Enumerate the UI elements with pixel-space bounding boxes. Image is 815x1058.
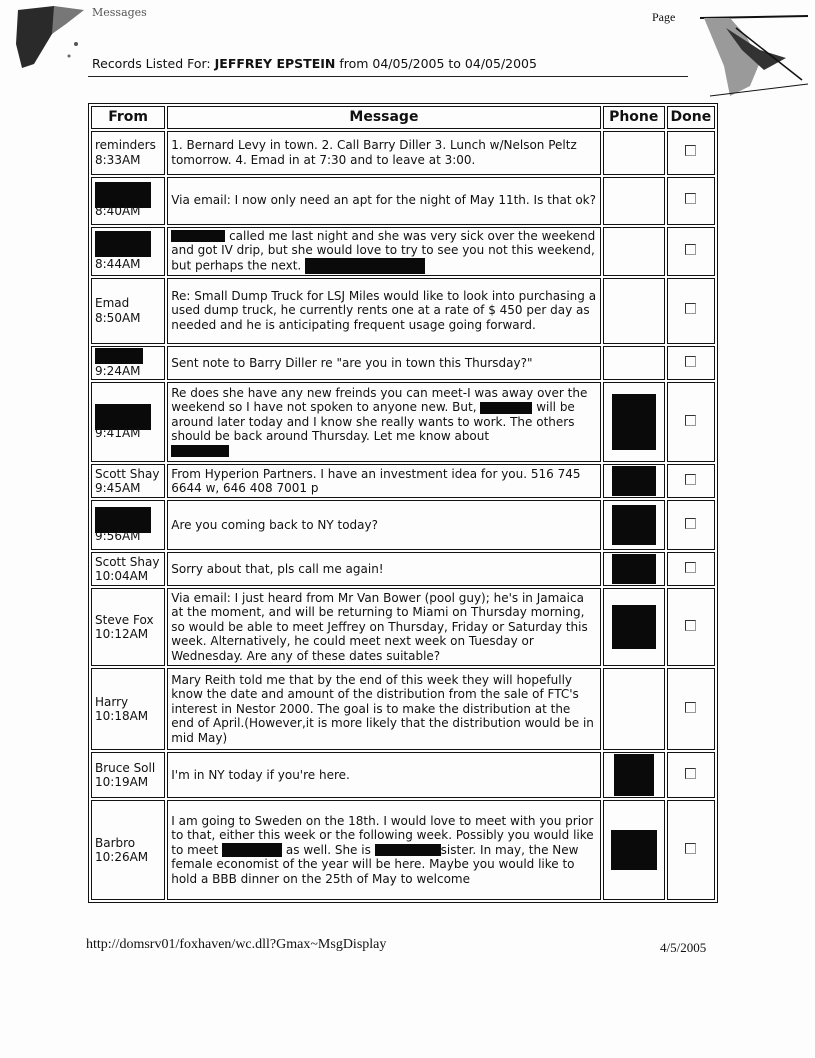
- phone-redaction: [614, 754, 654, 796]
- from-name: Barbro: [95, 835, 136, 850]
- phone-cell: [603, 177, 665, 225]
- footer-url: http://domsrv01/foxhaven/wc.dll?Gmax~MsgDisplay: [86, 937, 387, 952]
- from-cell: [91, 382, 165, 462]
- phone-cell: [603, 346, 665, 381]
- done-checkbox[interactable]: [685, 356, 696, 367]
- phone-cell: [603, 464, 665, 498]
- message-text: called me last night and she was very sick over the weekend and got IV drip, but she would love to try to see you not this weekend, but perhaps the next.: [171, 228, 596, 272]
- message-cell: From Hyperion Partners. I have an investment idea for you. 516 745 6644 w, 646 408 7001 p: [167, 464, 600, 498]
- from-cell: [91, 464, 165, 498]
- message-cell: Sorry about that, pls call me again!: [167, 552, 600, 586]
- table-row: [91, 800, 715, 900]
- message-cell: 1. Bernard Levy in town. 2. Call Barry Diller 3. Lunch w/Nelson Peltz tomorrow. 4. Emad in at 7:30 and to leave at 3:00.: [167, 131, 600, 175]
- records-prefix: Records Listed For:: [92, 56, 215, 71]
- phone-cell: [603, 752, 665, 798]
- phone-cell: [603, 500, 665, 550]
- message-cell: Via email: I now only need an apt for the night of May 11th. Is that ok?: [167, 177, 600, 225]
- column-header-done: Done: [667, 106, 715, 129]
- from-cell: [91, 752, 165, 798]
- redaction-block: [375, 844, 441, 856]
- phone-redaction: [612, 394, 656, 450]
- done-checkbox[interactable]: [685, 244, 696, 255]
- done-checkbox[interactable]: [685, 145, 696, 156]
- phone-cell: [603, 800, 665, 900]
- from-cell: [91, 177, 165, 225]
- table-row: [91, 278, 715, 344]
- done-checkbox[interactable]: [685, 843, 696, 854]
- from-name: Bruce Soll: [95, 760, 156, 775]
- done-checkbox[interactable]: [685, 620, 696, 631]
- done-checkbox[interactable]: [685, 518, 696, 529]
- from-time: 8:44AM: [95, 256, 141, 271]
- records-header: [92, 56, 537, 71]
- table-row: [91, 668, 715, 750]
- done-cell: [667, 464, 715, 498]
- phone-cell: [603, 382, 665, 462]
- done-checkbox[interactable]: [685, 768, 696, 779]
- redaction-block: [171, 445, 229, 457]
- phone-cell: [603, 588, 665, 666]
- phone-redaction: [612, 505, 656, 545]
- from-time: 9:24AM: [95, 363, 141, 378]
- done-cell: [667, 668, 715, 750]
- from-name: Scott Shay: [95, 466, 160, 481]
- from-time: 10:26AM: [95, 850, 149, 864]
- records-name: JEFFREY EPSTEIN: [214, 56, 336, 71]
- done-cell: [667, 346, 715, 381]
- redaction-block: [305, 258, 425, 274]
- done-checkbox[interactable]: [685, 303, 696, 314]
- from-time: 8:40AM: [95, 204, 141, 219]
- message-cell: [167, 800, 600, 900]
- table-row: [91, 752, 715, 798]
- message-cell: Via email: I just heard from Mr Van Bower (pool guy); he's in Jamaica at the moment, and will be returning to Miami on Thursday morning, so would be able to meet Jeffrey on Thursday, Friday or Saturday this week. Alternatively, he could meet next week on Tuesday or Wednesday. Are any of these dates suitable?: [167, 588, 600, 666]
- done-cell: [667, 800, 715, 900]
- message-cell: [167, 382, 600, 462]
- column-header-phone: Phone: [603, 106, 665, 129]
- from-name: Emad: [95, 296, 130, 310]
- from-name: Harry: [95, 694, 129, 709]
- from-cell: [91, 278, 165, 344]
- redaction-block: [95, 231, 151, 257]
- from-cell: [91, 227, 165, 276]
- from-cell: [91, 131, 165, 175]
- message-cell: Re: Small Dump Truck for LSJ Miles would like to look into purchasing a used dump truck, he currently rents one at a rate of $ 450 per day as needed and he is anticipating frequent usage going forward.: [167, 278, 600, 344]
- done-cell: [667, 752, 715, 798]
- message-text: Re does she have any new freinds you can meet-I was away over the weekend so I have not spoken to anyone new. But,: [171, 385, 588, 415]
- redaction-block: [171, 230, 225, 242]
- table-row: [91, 552, 715, 586]
- phone-redaction: [612, 605, 656, 649]
- scan-artifact-corner-right: [690, 6, 810, 102]
- done-checkbox[interactable]: [685, 702, 696, 713]
- scan-artifact-corner-left: [14, 4, 88, 70]
- from-time: 9:41AM: [95, 425, 141, 440]
- from-cell: [91, 800, 165, 900]
- phone-redaction: [611, 830, 657, 870]
- from-cell: [91, 588, 165, 666]
- done-cell: [667, 131, 715, 175]
- done-checkbox[interactable]: [685, 562, 696, 573]
- message-text: will be around later today and I know she really wants to work. The others should be back around Thursday. Let me know about: [171, 400, 575, 444]
- table-row: [91, 131, 715, 175]
- table-row: [91, 177, 715, 225]
- table-row: [91, 588, 715, 666]
- message-cell: Sent note to Barry Diller re "are you in town this Thursday?": [167, 346, 600, 381]
- phone-redaction: [612, 466, 656, 496]
- footer-date: 4/5/2005: [660, 940, 707, 955]
- from-cell: [91, 668, 165, 750]
- from-time: 8:50AM: [95, 310, 141, 325]
- table-row: [91, 464, 715, 498]
- table-header-row: [91, 106, 715, 129]
- page-label: Page: [652, 10, 676, 24]
- done-cell: [667, 382, 715, 462]
- header-divider: [88, 76, 688, 77]
- message-text: I am going to Sweden on the 18th. I would love to meet with you prior to that, either this week or the following week. Possibly you would like to meet: [171, 813, 594, 857]
- message-cell: Are you coming back to NY today?: [167, 500, 600, 550]
- from-cell: [91, 346, 165, 381]
- phone-cell: [603, 131, 665, 175]
- from-time: 10:04AM: [95, 569, 149, 583]
- message-text: sister. In may, the New female economist of the year will be here. Maybe you would like to hold a BBB dinner on the 25th of May to welcome: [171, 842, 579, 886]
- messages-header: Messages: [92, 6, 147, 19]
- message-table-wrapper: [88, 103, 718, 903]
- done-cell: [667, 588, 715, 666]
- message-cell: I'm in NY today if you're here.: [167, 752, 600, 798]
- table-row: [91, 500, 715, 550]
- from-time: 10:18AM: [95, 709, 149, 723]
- done-cell: [667, 177, 715, 225]
- from-cell: [91, 500, 165, 550]
- from-name: Steve Fox: [95, 612, 154, 627]
- redaction-block: [95, 348, 143, 364]
- table-row: [91, 382, 715, 462]
- done-cell: [667, 552, 715, 586]
- from-time: 10:19AM: [95, 775, 149, 789]
- message-cell: Mary Reith told me that by the end of this week they will hopefully know the date and amount of the distribution from the sale of FTC's interest in Nestor 2000. The goal is to make the distribution at the end of April.(However,it is more likely that the distribution would be in mid May): [167, 668, 600, 750]
- done-cell: [667, 227, 715, 276]
- from-time: 9:56AM: [95, 528, 141, 543]
- column-header-message: Message: [167, 106, 600, 129]
- done-checkbox[interactable]: [685, 415, 696, 426]
- from-time: 10:12AM: [95, 627, 149, 641]
- phone-cell: [603, 227, 665, 276]
- done-cell: [667, 278, 715, 344]
- phone-cell: [603, 552, 665, 586]
- message-text: as well. She is: [285, 842, 371, 857]
- phone-cell: [603, 278, 665, 344]
- phone-redaction: [612, 554, 656, 584]
- message-cell: [167, 227, 600, 276]
- from-time: 9:45AM: [95, 481, 141, 495]
- done-checkbox[interactable]: [685, 193, 696, 204]
- redaction-block: [222, 843, 282, 857]
- message-table: [88, 103, 718, 903]
- from-cell: [91, 552, 165, 586]
- done-cell: [667, 500, 715, 550]
- from-name: reminders: [95, 138, 156, 152]
- from-time: 8:33AM: [95, 152, 141, 167]
- table-row: [91, 346, 715, 381]
- column-header-from: From: [91, 106, 165, 129]
- records-date-range: from 04/05/2005 to 04/05/2005: [335, 56, 537, 71]
- table-row: [91, 227, 715, 276]
- phone-cell: [603, 668, 665, 750]
- done-checkbox[interactable]: [685, 474, 696, 485]
- redaction-block: [480, 402, 532, 414]
- from-name: Scott Shay: [95, 554, 160, 569]
